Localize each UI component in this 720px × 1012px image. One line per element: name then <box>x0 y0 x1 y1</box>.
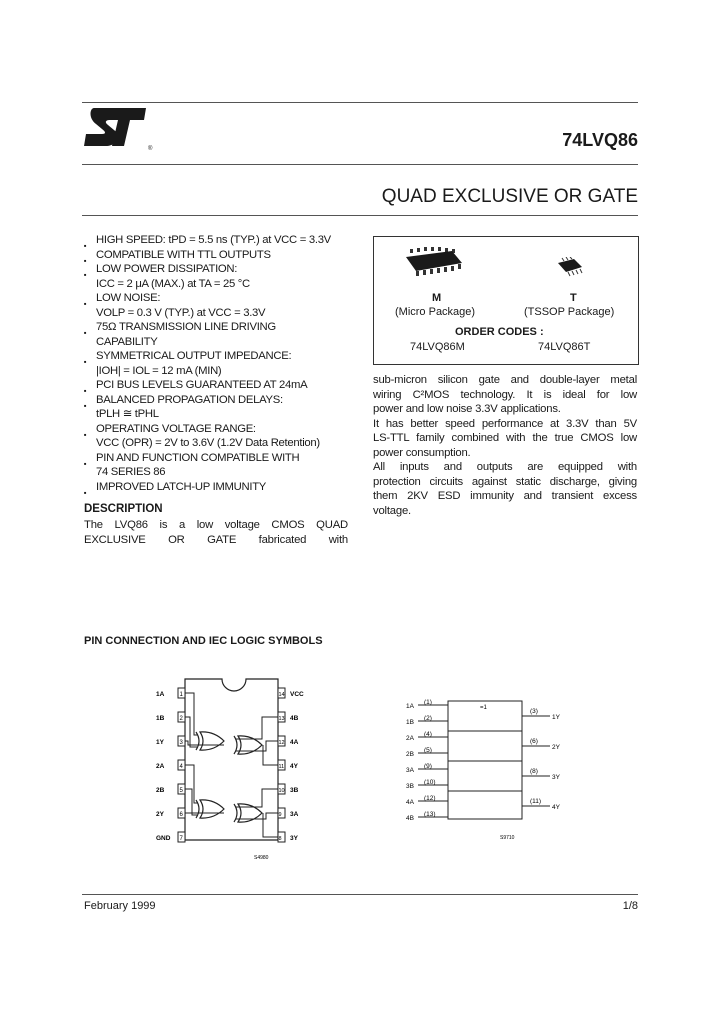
pin-label: 1A <box>156 691 165 698</box>
feature-text: IMPROVED LATCH-UP IMMUNITY <box>96 480 267 493</box>
feature-item <box>84 349 356 364</box>
bullet-icon: ■ <box>84 460 87 466</box>
pin-label: 2B <box>156 787 165 794</box>
iec-input-label: 2B <box>406 751 414 758</box>
feature-item <box>84 364 356 379</box>
iec-output-number: (11) <box>530 798 542 805</box>
st-logo <box>84 108 154 152</box>
feature-item <box>84 320 356 335</box>
pin-label: GND <box>156 835 171 842</box>
bullet-icon: ■ <box>84 243 87 248</box>
description-heading: DESCRIPTION <box>84 503 163 515</box>
iec-output-number: (3) <box>530 708 538 715</box>
description-line: power consumption. <box>373 446 471 459</box>
pin-label: 1B <box>156 715 165 722</box>
wire <box>263 745 278 765</box>
iec-input-label: 3A <box>406 767 414 774</box>
pin-number: 2 <box>179 716 183 722</box>
feature-item <box>84 291 356 306</box>
feature-item <box>84 407 356 422</box>
xor-gate-icon <box>196 732 224 750</box>
pin-number: 4 <box>179 764 183 770</box>
feature-item <box>84 306 356 321</box>
order-codes-heading: ORDER CODES : <box>455 326 544 338</box>
tssop-package-image <box>556 257 586 279</box>
description-line: power and low noise 3.3V applications. <box>373 403 561 415</box>
pin-label: 4A <box>290 739 299 746</box>
feature-item <box>84 262 356 277</box>
iec-input-label: 4B <box>406 815 414 822</box>
part-number: 74LVQ86 <box>562 130 638 150</box>
pin-number: 13 <box>278 716 285 722</box>
wire <box>185 693 198 735</box>
iec-input-number: (10) <box>424 779 436 786</box>
pin-number: 5 <box>179 788 183 794</box>
order-code-t: 74LVQ86T <box>538 341 591 353</box>
pin-number: 10 <box>278 788 285 794</box>
pin-number: 8 <box>278 836 282 842</box>
pin-number: 12 <box>278 740 285 746</box>
package-t-letter: T <box>570 292 577 304</box>
pin-label: 1Y <box>156 739 164 746</box>
wire <box>263 813 278 837</box>
xor-gate-icon <box>196 800 224 818</box>
feature-text: VCC (OPR) = 2V to 3.6V (1.2V Data Retention) <box>96 437 320 449</box>
pin-label: 3A <box>290 811 299 818</box>
pin-label: VCC <box>290 691 304 698</box>
bullet-icon: ■ <box>84 402 87 408</box>
iec-output-label: 3Y <box>552 774 560 781</box>
bullet-icon: ■ <box>84 330 87 335</box>
page-title: QUAD EXCLUSIVE OR GATE <box>381 186 638 207</box>
description-line: them 2KV ESD immunity and transient excess <box>373 490 637 502</box>
iec-input-label: 3B <box>406 783 414 790</box>
package-m-label: (Micro Package) <box>395 306 476 318</box>
iec-input-number: (5) <box>424 747 432 754</box>
diagram-code: S9710 <box>500 835 515 841</box>
diagram-code: S4980 <box>254 855 269 861</box>
description-line: EXCLUSIVE OR GATE fabricated with <box>84 534 348 546</box>
pin-label: 2A <box>156 763 165 770</box>
so-package-image <box>404 247 464 281</box>
iec-output-label: 2Y <box>552 744 560 751</box>
bullet-icon: ■ <box>84 272 87 277</box>
title-rule-bottom <box>82 215 638 216</box>
pin-number: 7 <box>179 836 183 842</box>
feature-item <box>84 422 356 437</box>
footer-rule <box>82 894 638 895</box>
description-line: All inputs and outputs are equipped with <box>373 461 637 473</box>
svg-text:®: ® <box>148 146 153 152</box>
iec-input-number: (1) <box>424 699 432 706</box>
pin-number: 11 <box>278 764 285 770</box>
package-box <box>373 236 639 365</box>
feature-item <box>84 465 356 480</box>
package-t-label: (TSSOP Package) <box>524 306 615 318</box>
feature-item <box>84 335 356 350</box>
pin-section-heading: PIN CONNECTION AND IEC LOGIC SYMBOLS <box>84 635 323 647</box>
bullet-icon: ■ <box>84 489 87 495</box>
description-right <box>373 373 637 518</box>
feature-text: COMPATIBLE WITH TTL OUTPUTS <box>96 248 271 261</box>
top-rule <box>82 102 638 103</box>
bullet-icon: ■ <box>84 301 87 306</box>
pin-label: 3Y <box>290 835 298 842</box>
feature-text: PIN AND FUNCTION COMPATIBLE WITH <box>96 451 300 464</box>
description-line: LS-TTL family combined with the true CMOS low <box>373 432 637 444</box>
feature-text: ICC = 2 μA (MAX.) at TA = 25 °C <box>96 277 250 290</box>
feature-text: VOLP = 0.3 V (TYP.) at VCC = 3.3V <box>96 306 266 319</box>
title-rule <box>82 164 638 165</box>
feature-list <box>84 233 356 494</box>
bullet-icon: ■ <box>84 388 87 393</box>
bullet-icon: ■ <box>84 431 87 437</box>
description-line: wiring C²MOS technology. It is ideal for low <box>373 388 637 401</box>
pin-label: 3B <box>290 787 299 794</box>
feature-text: CAPABILITY <box>96 335 158 348</box>
iec-input-label: 1B <box>406 719 414 726</box>
description-line: voltage. <box>373 504 411 517</box>
xor-gate-body <box>200 732 224 750</box>
feature-text: LOW POWER DISSIPATION: <box>96 263 238 275</box>
footer-page: 1/8 <box>622 900 638 912</box>
bullet-icon: ■ <box>84 359 87 364</box>
pin-number: 1 <box>179 692 183 698</box>
feature-item <box>84 480 356 495</box>
description-line: protection circuits against static discharge, giving <box>373 475 637 488</box>
bullet-icon: ■ <box>84 257 87 263</box>
iec-output-label: 1Y <box>552 714 560 721</box>
iec-input-number: (12) <box>424 795 436 802</box>
feature-text: 74 SERIES 86 <box>96 466 166 478</box>
feature-text: HIGH SPEED: tPD = 5.5 ns (TYP.) at VCC = 3.3V <box>96 234 331 246</box>
pin-number: 6 <box>179 812 183 818</box>
feature-text: BALANCED PROPAGATION DELAYS: <box>96 393 283 406</box>
pin-connection-diagram <box>150 675 320 865</box>
description-line: sub-micron silicon gate and double-layer metal <box>373 374 637 386</box>
iec-function-symbol: =1 <box>480 705 487 711</box>
feature-item <box>84 436 356 451</box>
package-m-letter: M <box>432 292 442 304</box>
iec-input-number: (13) <box>424 811 436 818</box>
pin-label: 2Y <box>156 811 164 818</box>
wire <box>185 789 198 815</box>
feature-text: PCI BUS LEVELS GUARANTEED AT 24mA <box>96 379 308 391</box>
iec-logic-symbol <box>400 693 580 843</box>
feature-text: SYMMETRICAL OUTPUT IMPEDANCE: <box>96 350 292 362</box>
feature-text: 75Ω TRANSMISSION LINE DRIVING <box>96 321 276 333</box>
order-code-m: 74LVQ86M <box>410 341 465 353</box>
feature-item <box>84 233 356 248</box>
description-line: The LVQ86 is a low voltage CMOS QUAD <box>84 519 348 531</box>
footer-date: February 1999 <box>84 900 156 912</box>
iec-input-number: (9) <box>424 763 432 770</box>
feature-text: tPLH ≅ tPHL <box>96 408 159 420</box>
iec-output-number: (8) <box>530 768 538 775</box>
iec-input-label: 1A <box>406 703 414 710</box>
pin-label: 4Y <box>290 763 298 770</box>
iec-output-label: 4Y <box>552 804 560 811</box>
iec-input-number: (4) <box>424 731 432 738</box>
feature-text: LOW NOISE: <box>96 292 161 304</box>
iec-input-label: 4A <box>406 799 414 806</box>
iec-output-number: (6) <box>530 738 538 745</box>
pin-number: 3 <box>179 740 183 746</box>
feature-item <box>84 393 356 408</box>
feature-text: OPERATING VOLTAGE RANGE: <box>96 422 256 435</box>
iec-input-label: 2A <box>406 735 414 742</box>
feature-item <box>84 248 356 263</box>
xor-gate-body <box>200 800 224 818</box>
description-line: It has better speed performance at 3.3V than 5V <box>373 417 637 430</box>
pin-number: 14 <box>278 692 285 698</box>
pin-label: 4B <box>290 715 299 722</box>
feature-text: |IOH| = IOL = 12 mA (MIN) <box>96 364 222 377</box>
feature-item <box>84 378 356 393</box>
feature-item <box>84 451 356 466</box>
pin-number: 9 <box>278 812 282 818</box>
feature-item <box>84 277 356 292</box>
iec-input-number: (2) <box>424 715 432 722</box>
